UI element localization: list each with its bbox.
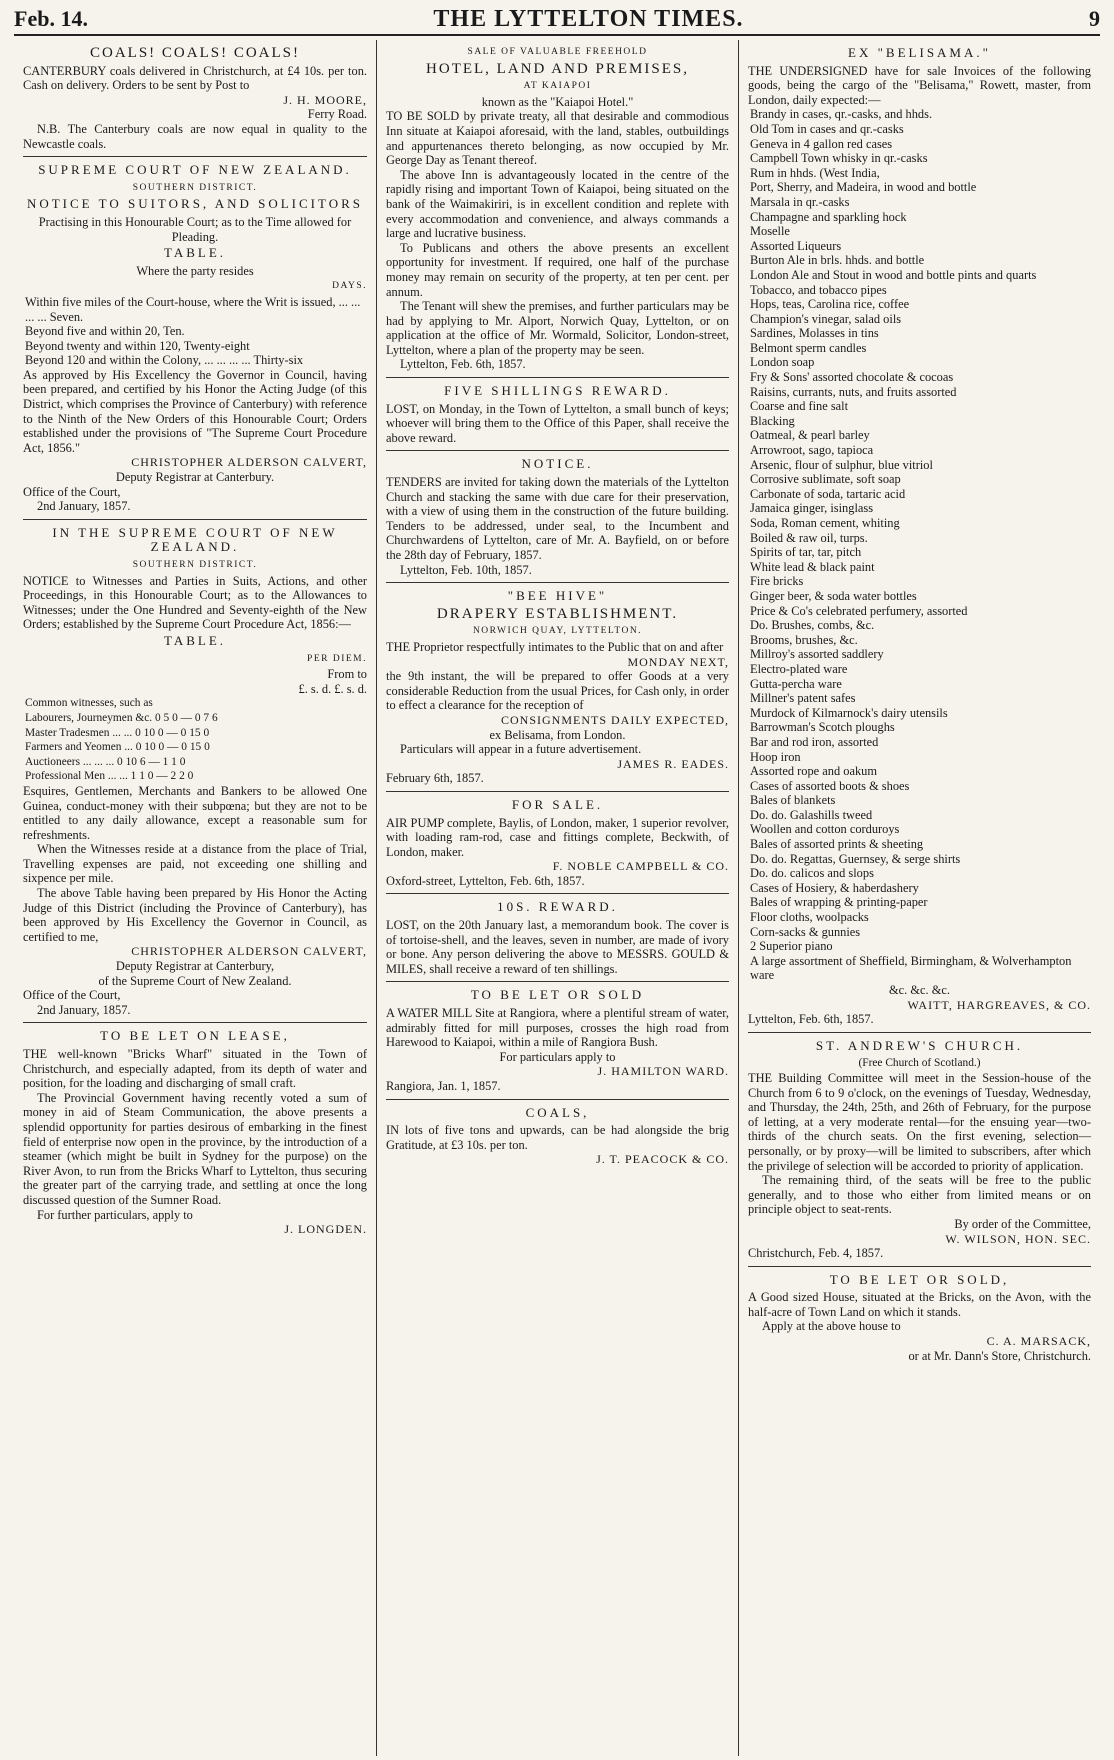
hotel-heading: HOTEL, LAND AND PREMISES, xyxy=(426,60,689,77)
belisama-item: Cases of assorted boots & shoes xyxy=(750,778,910,793)
belisama-item: Champion's vinegar, salad oils xyxy=(750,311,902,326)
forsale-date: Oxford-street, Lyttelton, Feb. 6th, 1857. xyxy=(386,873,585,888)
belisama-item: Coarse and fine salt xyxy=(750,399,849,414)
belisama-item: Woollen and cotton corduroys xyxy=(750,822,900,837)
belisama-item: 2 Superior piano xyxy=(750,939,833,954)
belisama-item: London Ale and Stout in wood and bottle pints and quarts xyxy=(750,267,1037,282)
belisama-sig: WAITT, HARGREAVES, & CO. xyxy=(907,997,1091,1012)
court2-row: Auctioneers ... ... ... 0 10 6 — 1 1 0 xyxy=(25,755,186,768)
coals-sig2: Ferry Road. xyxy=(307,107,367,122)
hotel-body2: The above Inn is advantageously located in the centre of the rapidly rising and important Town of Kaiapoi, being situated on the bank of the Waimakiriri, is in excellent condition and replete with every accommodation and convenience, and always commands a large and lucrative business. xyxy=(386,167,729,241)
belisama-item: Moselle xyxy=(750,224,790,239)
church-body2: The remaining third, of the seats will be free to the public generally, and to those who either from limited means or on principle object to seat-rents. xyxy=(748,1173,1091,1217)
court2-heading: IN THE SUPREME COURT OF NEW ZEALAND. xyxy=(52,524,338,555)
belisama-item: Carbonate of soda, tartaric acid xyxy=(750,486,906,501)
tender-notice-ad xyxy=(386,451,729,583)
belisama-item: Spirits of tar, tar, pitch xyxy=(750,545,862,560)
lease-heading: TO BE LET ON LEASE, xyxy=(100,1028,290,1044)
court1-notice: NOTICE TO SUITORS, AND SOLICITORS xyxy=(26,196,364,212)
lease-further: For further particulars, apply to xyxy=(37,1207,193,1222)
hotel-pre: SALE OF VALUABLE FREEHOLD xyxy=(467,47,648,57)
lease-sig: J. LONGDEN. xyxy=(284,1222,367,1237)
belisama-item: Geneva in 4 gallon red cases xyxy=(750,136,893,151)
court1-row: Within five miles of the Court-house, where the Writ is issued, ... ... ... ... Seven. xyxy=(25,294,361,324)
letsold-heading: TO BE LET OR SOLD, xyxy=(829,1271,1010,1287)
court1-row: Beyond twenty and within 120, Twenty-eight xyxy=(25,338,250,353)
court1-row: Beyond five and within 20, Ten. xyxy=(25,324,185,339)
column-1 xyxy=(14,40,376,1756)
mill-date: Rangiora, Jan. 1, 1857. xyxy=(386,1079,501,1093)
belisama-etc: &c. &c. &c. xyxy=(889,983,950,997)
belisama-item: A large assortment of Sheffield, Birmingham, & Wolverhampton ware xyxy=(750,953,1072,983)
letsold-body: A Good sized House, situated at the Bricks, on the Avon, with the half-acre of Town Land on which it stands. xyxy=(748,1290,1091,1319)
belisama-item: Millroy's assorted saddlery xyxy=(750,647,884,662)
masthead-date: Feb. 14. xyxy=(14,6,88,31)
belisama-item: London soap xyxy=(750,355,815,370)
belisama-item: Port, Sherry, and Madeira, in wood and bottle xyxy=(750,180,977,195)
belisama-item: Do. Brushes, combs, &c. xyxy=(750,618,875,633)
church-sig: W. WILSON, HON. SEC. xyxy=(945,1231,1091,1246)
belisama-item: Bar and rod iron, assorted xyxy=(750,734,879,749)
court1-heading: SUPREME COURT OF NEW ZEALAND. xyxy=(38,162,352,178)
column-2 xyxy=(376,40,738,1756)
belisama-item: Ginger beer, & soda water bottles xyxy=(750,588,917,603)
five-shillings-ad xyxy=(386,378,729,451)
coals-sig1: J. H. MOORE, xyxy=(283,92,367,107)
coals2-heading: COALS, xyxy=(525,1104,590,1120)
belisama-item: Do. do. calicos and slops xyxy=(750,866,874,881)
belisama-item: Electro-plated ware xyxy=(750,661,848,676)
court1-approval: As approved by His Excellency the Governor in Council, having been prepared, and certified by his Honor the Acting Judge (of this District, which comprises the Province of Canterbury) with reference to the Ninth of the New Orders of this Honourable Court; Orders established under the provisions of "The Supreme Court Procedure Act, 1856." xyxy=(23,367,367,455)
court2-body: NOTICE to Witnesses and Parties in Suits, Actions, and other Proceedings, in this Honourable Court; as to the Allowances to Witnesses; under the One Hundred and Seventy-eighth of the New Orders; established by the Supreme Court Procedure Act, 1856:— xyxy=(23,573,367,632)
belisama-item: Raisins, currants, nuts, and fruits assorted xyxy=(750,384,957,399)
court2-date: 2nd January, 1857. xyxy=(37,1002,131,1017)
court2-row: Common witnesses, such as xyxy=(25,697,153,710)
reward5-heading: FIVE SHILLINGS REWARD. xyxy=(444,383,671,399)
mill-body: A WATER MILL Site at Rangiora, where a plentiful stream of water, admirably fitted for mill purposes, crosses the high road from Harewood to Kaiapoi, within a mile of Rangiora Bush. xyxy=(386,1006,729,1050)
court1-intro: Practising in this Honourable Court; as to the Time allowed for Pleading. xyxy=(38,214,352,244)
belisama-item: Blacking xyxy=(750,413,795,428)
belisama-item: Brandy in cases, qr.-casks, and hhds. xyxy=(750,107,933,122)
belisama-item: Fry & Sons' assorted chocolate & cocoas xyxy=(750,370,954,385)
hotel-body4: The Tenant will shew the premises, and further particulars may be had by applying to Mr. Alport, Norwich Quay, Lyttelton, or on application at the office of Mr. Wormald, Solicitor, London-street, Lyttelton, where a plan of the property may be seen. xyxy=(386,299,729,357)
bee-hive-ad xyxy=(386,583,729,792)
masthead-title: THE LYTTELTON TIMES. xyxy=(433,6,744,32)
belisama-item: Assorted Liqueurs xyxy=(750,238,842,253)
court1-date: 2nd January, 1857. xyxy=(37,499,131,514)
mill-apply: For particulars apply to xyxy=(499,1049,616,1064)
church-ad xyxy=(748,1033,1091,1267)
masthead xyxy=(14,6,1100,36)
letsold-sig: C. A. MARSACK, xyxy=(986,1334,1091,1349)
court1-title: Deputy Registrar at Canterbury. xyxy=(115,470,275,485)
hotel-at: AT KAIAPOI xyxy=(523,81,592,92)
belisama-item: White lead & black paint xyxy=(750,559,875,574)
hive-date: February 6th, 1857. xyxy=(386,771,484,786)
hive-heading: DRAPERY ESTABLISHMENT. xyxy=(436,605,679,622)
coals-ad xyxy=(23,40,367,157)
court2-distance: When the Witnesses reside at a distance from the place of Trial, Travelling expenses are paid, not exceeding one shilling and sixpence per mile. xyxy=(23,842,367,886)
belisama-item: Arsenic, flour of sulphur, blue vitriol xyxy=(750,457,933,472)
church-sub: (Free Church of Scotland.) xyxy=(858,1057,981,1070)
court2-table-title: TABLE. xyxy=(163,632,227,648)
belisama-item: Do. do. Galashills tweed xyxy=(750,807,873,822)
belisama-item: Belmont sperm candles xyxy=(750,340,867,355)
belisama-item: Murdock of Kilmarnock's dairy utensils xyxy=(750,705,948,720)
belisama-item: Sardines, Molasses in tins xyxy=(750,326,879,341)
belisama-item: Assorted rope and oakum xyxy=(750,764,877,779)
court1-where: Where the party resides xyxy=(136,263,254,278)
hive-consign: CONSIGNMENTS DAILY EXPECTED, xyxy=(500,712,729,727)
ten-shillings-ad xyxy=(386,894,729,982)
coals-body: CANTERBURY coals delivered in Christchurch, at £4 10s. per ton. Cash on delivery. Orders to be sent by Post to xyxy=(23,63,367,93)
belisama-item: Oatmeal, & pearl barley xyxy=(750,428,870,443)
reward5-body: LOST, on Monday, in the Town of Lyttelton, a small bunch of keys; whoever will bring them to the Office of this Paper, shall receive the above reward. xyxy=(386,401,729,445)
court2-money: £. s. d. £. s. d. xyxy=(298,681,367,696)
belisama-item: Marsala in qr.-casks xyxy=(750,194,850,209)
hive-sub: NORWICH QUAY, LYTTELTON. xyxy=(472,626,643,637)
belisama-ad xyxy=(748,40,1091,1033)
court2-per-diem: PER DIEM. xyxy=(307,653,367,664)
hive-sig: JAMES R. EADES. xyxy=(617,756,729,771)
for-sale-ad xyxy=(386,792,729,895)
belisama-item: Rum in hhds. (West India, xyxy=(750,165,880,180)
lease-ad xyxy=(23,1023,367,1241)
lease-body2: The Provincial Government having recently voted a sum of money in aid of Steam Communication, the above presents a splendid opportunity for parties desirous of embarking in the finest field of enterprise now open in the province, by the introduction of a steamer (which might be built in Sydney for the purpose) on the River Avon, to run from the Bricks Wharf to Lyttelton, thus securing the greater part of the carrying trade, and settling at once the long discussed question of the Sumner Road. xyxy=(23,1090,367,1207)
belisama-item: Tobacco, and tobacco pipes xyxy=(750,282,887,297)
belisama-item: Campbell Town whisky in qr.-casks xyxy=(750,151,928,166)
belisama-item: Brooms, brushes, &c. xyxy=(750,632,858,647)
belisama-item: Arrowroot, sago, tapioca xyxy=(750,443,874,458)
belisama-item: Hops, teas, Carolina rice, coffee xyxy=(750,297,910,312)
reward10-body: LOST, on the 20th January last, a memorandum book. The cover is of tortoise-shell, and the leaves, seven in number, are made of ivory or bone. Any person delivering the above to MESSRS. GOULD & MILES, shall receive a reward of ten shillings. xyxy=(386,918,729,976)
hive-body3: Particulars will appear in a future advertisement. xyxy=(400,742,642,757)
court1-row: Beyond 120 and within the Colony, ... ... ... ... Thirty-six xyxy=(25,353,304,368)
letsold-apply: Apply at the above house to xyxy=(762,1319,901,1334)
columns xyxy=(14,40,1100,1756)
court2-approval: The above Table having been prepared by His Honor the Acting Judge of this District (including the Province of Canterbury), has been approved by His Excellency the Governor in Council, as certified to me, xyxy=(23,886,367,944)
lease-body1: THE well-known "Bricks Wharf" situated in the Town of Christchurch, and especially adapted, from its depth of water and position, for the loading and discharging of small craft. xyxy=(23,1047,367,1091)
court1-table-title: TABLE. xyxy=(163,245,227,261)
court2-esquires: Esquires, Gentlemen, Merchants and Bankers to be allowed One Guinea, conduct-money with their subpœna; but they are not to be entitled to any daily allowance, except a reasonable sum for refreshments. xyxy=(23,783,367,842)
belisama-item: Millner's patent safes xyxy=(750,691,856,706)
belisama-item: Old Tom in cases and qr.-casks xyxy=(750,121,904,136)
court1-signer: CHRISTOPHER ALDERSON CALVERT, xyxy=(131,455,367,470)
page-number: 9 xyxy=(1088,6,1100,31)
hotel-body3: To Publicans and others the above presents an excellent opportunity for investment. If required, one half of the purchase money may remain on security of the property, at ten per cent. per annum. xyxy=(386,240,729,299)
hotel-ad xyxy=(386,40,729,378)
notice-date: Lyttelton, Feb. 10th, 1857. xyxy=(400,562,532,577)
belisama-item: Corn-sacks & gunnies xyxy=(750,924,861,939)
belisama-item: Jamaica ginger, isinglass xyxy=(750,501,874,516)
belisama-item: Boiled & raw oil, turps. xyxy=(750,530,868,545)
hive-monday: MONDAY NEXT, xyxy=(627,654,729,669)
forsale-body: AIR PUMP complete, Baylis, of London, maker, 1 superior revolver, with loading ram-rod, case and fittings complete, Beckwith, of London, maker. xyxy=(386,815,729,859)
belisama-item: Gutta-percha ware xyxy=(750,676,842,691)
court2-title1: Deputy Registrar at Canterbury, xyxy=(115,959,275,974)
court2-from-to: From to xyxy=(327,667,367,682)
church-body1: THE Building Committee will meet in the Session-house of the Church from 6 to 9 o'clock, on the evenings of Tuesday, Wednesday, and Thursday, the 24th, 25th, and 26th of February, for the purpose of letting, at a very moderate rental—for the ensuing year—two-thirds of the church seats. On the first evening, selection—personally, or by proxy—will be limited to subscribers, after which the privilege of selection will be accorded to priority of application. xyxy=(748,1070,1091,1173)
forsale-heading: FOR SALE. xyxy=(511,796,604,812)
notice-body: TENDERS are invited for taking down the materials of the Lyttelton Church and stacking the same with due care for their preservation, with a view of using them in the construction of the future building. Tenders to be addressed, under seal, to the Incumbent and Churchwardens of Lyttelton, care of Mr. A. Bayfield, on or before the 28th day of February, 1857. xyxy=(386,475,729,562)
court-suitors-ad xyxy=(23,157,367,520)
church-date: Christchurch, Feb. 4, 1857. xyxy=(748,1246,884,1261)
court1-rows xyxy=(23,295,367,368)
coals-note: N.B. The Canterbury coals are now equal in quality to the Newcastle coals. xyxy=(23,121,367,151)
belisama-item: Bales of blankets xyxy=(750,793,836,808)
mill-heading: TO BE LET OR SOLD xyxy=(470,987,645,1003)
coals2-sig: J. T. PEACOCK & CO. xyxy=(596,1152,729,1167)
coals-brig-ad xyxy=(386,1100,729,1172)
church-heading: ST. ANDREW'S CHURCH. xyxy=(815,1037,1024,1053)
belisama-item: Bales of assorted prints & sheeting xyxy=(750,837,924,852)
belisama-item: Soda, Roman cement, whiting xyxy=(750,516,900,530)
court2-signer: CHRISTOPHER ALDERSON CALVERT, xyxy=(131,944,367,959)
court1-days-label: DAYS. xyxy=(332,281,367,292)
belisama-heading: EX "BELISAMA." xyxy=(848,45,991,60)
court1-district: SOUTHERN DISTRICT. xyxy=(132,182,258,193)
court2-district: SOUTHERN DISTRICT. xyxy=(132,560,258,570)
letsold-or: or at Mr. Dann's Store, Christchurch. xyxy=(908,1348,1091,1363)
hive-ex: ex Belisama, from London. xyxy=(489,727,626,742)
court2-rows xyxy=(23,696,367,784)
belisama-item: Fire bricks xyxy=(750,574,804,589)
hive-pre: "BEE HIVE" xyxy=(507,588,608,604)
court1-office: Office of the Court, xyxy=(23,484,121,499)
belisama-body: THE UNDERSIGNED have for sale Invoices of the following goods, being the cargo of the "Belisama," Rowett, master, from London, daily expected:— xyxy=(748,63,1091,107)
belisama-date: Lyttelton, Feb. 6th, 1857. xyxy=(748,1012,874,1027)
court2-row: Professional Men ... ... 1 1 0 — 2 2 0 xyxy=(25,770,194,783)
reward10-heading: 10S. REWARD. xyxy=(497,899,618,915)
hotel-known: known as the "Kaiapoi Hotel." xyxy=(481,94,634,109)
forsale-sig: F. NOBLE CAMPBELL & CO. xyxy=(552,859,729,874)
column-3 xyxy=(738,40,1100,1756)
belisama-item: Barrowman's Scotch ploughs xyxy=(750,720,895,735)
belisama-item-list xyxy=(748,107,1091,983)
hive-body2: the 9th instant, the will be prepared to offer Goods at a very considerable Reduction from the usual Prices, for Cash only, in order to effect a clearance for the reception of xyxy=(386,669,729,713)
belisama-item: Do. do. Regattas, Guernsey, & serge shirts xyxy=(750,851,961,866)
belisama-item: Price & Co's celebrated perfumery, assorted xyxy=(750,603,968,618)
house-let-ad xyxy=(748,1267,1091,1369)
belisama-item: Bales of wrapping & printing-paper xyxy=(750,895,928,910)
belisama-item: Hoop iron xyxy=(750,749,801,764)
hotel-date: Lyttelton, Feb. 6th, 1857. xyxy=(400,357,526,372)
belisama-item: Cases of Hosiery, & haberdashery xyxy=(750,880,919,895)
hotel-body1: TO BE SOLD by private treaty, all that desirable and commodious Inn situate at Kaiapoi aforesaid, with the land, stables, outbuildings and appurtenances thereto belonging, as now occupied by Mr. George Day as Tenant thereof. xyxy=(386,109,729,168)
church-order: By order of the Committee, xyxy=(954,1216,1091,1231)
coals2-body: IN lots of five tons and upwards, can be had alongside the brig Gratitude, at £3 10s. per ton. xyxy=(386,1123,729,1152)
court2-row: Labourers, Journeymen &c. 0 5 0 — 0 7 6 xyxy=(25,711,218,724)
coals-heading: COALS! COALS! COALS! xyxy=(89,45,300,61)
water-mill-ad xyxy=(386,982,729,1099)
belisama-item: Champagne and sparkling hock xyxy=(750,209,907,224)
court2-row: Master Tradesmen ... ... 0 10 0 — 0 15 0 xyxy=(25,726,210,739)
belisama-item: Burton Ale in brls. hhds. and bottle xyxy=(750,253,925,268)
belisama-item: Corrosive sublimate, soft soap xyxy=(750,472,901,487)
court2-title2: of the Supreme Court of New Zealand. xyxy=(98,973,292,988)
notice-heading: NOTICE. xyxy=(521,456,594,472)
belisama-item: Floor cloths, woolpacks xyxy=(750,910,869,925)
court2-row: Farmers and Yeomen ... 0 10 0 — 0 15 0 xyxy=(25,741,210,754)
court2-office: Office of the Court, xyxy=(23,988,121,1003)
hive-body1: THE Proprietor respectfully intimates to the Public that on and after xyxy=(386,639,724,654)
mill-sig: J. HAMILTON WARD. xyxy=(597,1064,729,1079)
court-witnesses-ad xyxy=(23,520,367,1024)
